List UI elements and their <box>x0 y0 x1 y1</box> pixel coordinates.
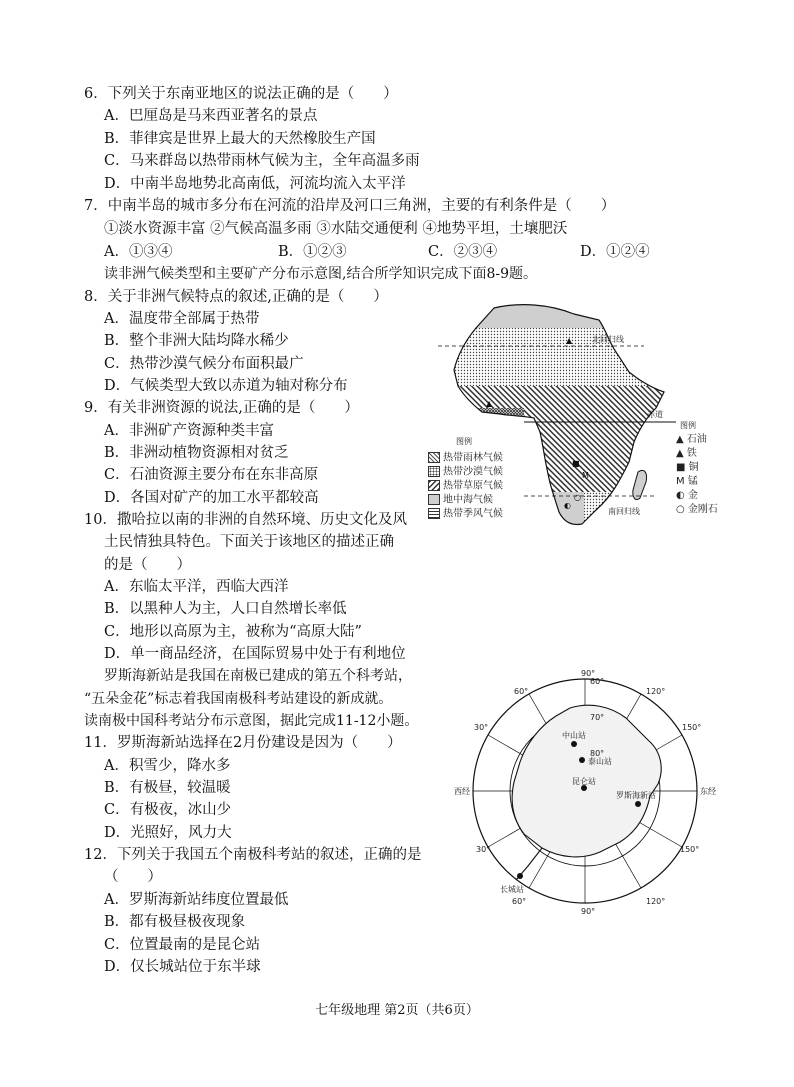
q6-option-d[interactable]: D．中南半岛地势北高南低，河流均流入太平洋 <box>104 176 406 192</box>
q9-option-a[interactable]: A．非洲矿产资源种类丰富 <box>104 423 274 439</box>
station-label: 泰山站 <box>588 757 612 766</box>
lon-label: 30° <box>476 845 491 854</box>
station-label: 中山站 <box>562 731 586 740</box>
q7-option-d[interactable]: D．①②④ <box>580 244 650 260</box>
q11-option-a[interactable]: A．积雪少，降水多 <box>104 758 231 774</box>
climate-legend-title: 图例 <box>456 437 472 446</box>
mineral-symbol: ▲ <box>486 399 493 408</box>
africa-climate-mineral-map <box>424 300 724 532</box>
q10-option-b[interactable]: B．以黑种人为主，人口自然增长率低 <box>104 601 347 617</box>
climate-legend-row: 热带沙漠气候 <box>428 466 503 479</box>
climate-legend-row: 地中海气候 <box>428 494 493 507</box>
mineral-symbol: ◐ <box>564 501 571 510</box>
mineral-symbol: ○ <box>574 493 581 502</box>
mineral-legend-row: M 锰 <box>676 476 698 487</box>
lat-label: 80° <box>590 749 605 758</box>
q8-option-b[interactable]: B．整个非洲大陆均降水稀少 <box>104 333 289 349</box>
station-marker <box>517 873 523 879</box>
q6-option-a[interactable]: A．巴厘岛是马来西亚著名的景点 <box>104 108 318 124</box>
q6-option-c[interactable]: C．马来群岛以热带雨林气候为主，全年高温多雨 <box>104 153 420 169</box>
mineral-symbol: M <box>582 471 589 480</box>
q6-option-b[interactable]: B．菲律宾是世界上最大的天然橡胶生产国 <box>104 131 376 147</box>
q8-option-c[interactable]: C．热带沙漠气候分布面积最广 <box>104 356 304 372</box>
climate-legend-row: 热带季风气候 <box>428 508 503 521</box>
lon-label: 90° <box>581 669 596 678</box>
mineral-legend-row: ○ 金刚石 <box>676 504 718 515</box>
mineral-symbol: ▲ <box>566 336 573 345</box>
antarctic-stations-map <box>450 666 720 916</box>
q6-stem: 6．下列关于东南亚地区的说法正确的是（ ） <box>84 86 398 102</box>
tropic-north-label: 北回归线 <box>592 335 624 344</box>
climate-legend-row: 热带雨林气候 <box>428 452 503 465</box>
q10-stem-line3: 的是（ ） <box>104 557 191 573</box>
q7-option-a[interactable]: A．①③④ <box>104 244 173 260</box>
lon-label: 60° <box>514 687 529 696</box>
mineral-legend-row: ◐ 金 <box>676 490 698 501</box>
station-label: 长城站 <box>500 885 524 894</box>
q7-option-b[interactable]: B．①②③ <box>278 244 347 260</box>
q10-stem-line1: 10．撒哈拉以南的非洲的自然环境、历史文化及风 <box>84 512 407 528</box>
intro-11-12-line3: 读南极中国科考站分布示意图，据此完成11-12小题。 <box>84 713 419 729</box>
intro-11-12-line1: 罗斯海新站是我国在南极已建成的第五个科考站， <box>104 668 412 684</box>
minerals-legend-title: 图例 <box>680 421 696 430</box>
station-label: 罗斯海新站 <box>616 791 656 800</box>
q12-option-c[interactable]: C．位置最南的是昆仑站 <box>104 937 261 953</box>
intro-11-12-line2: “五朵金花”标志着我国南极科考站建设的新成就。 <box>84 691 393 707</box>
lon-label: 90° <box>581 907 596 916</box>
west-label: 西经 <box>454 787 470 796</box>
station-marker <box>635 801 641 807</box>
q8-option-a[interactable]: A．温度带全部属于热带 <box>104 311 260 327</box>
q9-option-d[interactable]: D．各国对矿产的加工水平都较高 <box>104 490 319 506</box>
q7-stem: 7．中南半岛的城市多分布在河流的沿岸及河口三角洲，主要的有利条件是（ ） <box>84 198 616 214</box>
mineral-legend-row: ▲ 铁 <box>676 448 697 459</box>
mineral-symbol: ■ <box>572 459 580 468</box>
q12-stem: 12．下列关于我国五个南极科考站的叙述，正确的是 <box>84 847 422 863</box>
q12-paren: （ ） <box>104 869 162 885</box>
lon-label: 150° <box>680 845 700 854</box>
q12-option-a[interactable]: A．罗斯海新站纬度位置最低 <box>104 892 289 908</box>
q11-option-b[interactable]: B．有极昼，较温暖 <box>104 780 231 796</box>
mineral-legend-row: ■ 铜 <box>676 462 699 473</box>
mediterranean-swatch <box>428 494 440 505</box>
station-marker <box>571 741 577 747</box>
lon-label: 60° <box>512 897 527 906</box>
q7-conditions: ①淡水资源丰富 ②气候高温多雨 ③水陆交通便利 ④地势平坦，土壤肥沃 <box>104 221 568 237</box>
q8-stem: 8．关于非洲气候特点的叙述,正确的是（ ） <box>84 289 388 305</box>
lon-label: 120° <box>646 687 666 696</box>
desert-swatch <box>428 466 440 477</box>
madagascar-outline <box>633 470 647 499</box>
q10-option-d[interactable]: D．单一商品经济，在国际贸易中处于有利地位 <box>104 646 406 662</box>
q11-stem: 11．罗斯海新站选择在2月份建设是因为（ ） <box>84 735 402 751</box>
q10-option-a[interactable]: A．东临太平洋，西临大西洋 <box>104 579 289 595</box>
east-label: 东经 <box>700 787 716 796</box>
tropic-south-label: 南回归线 <box>608 507 640 516</box>
q8-option-d[interactable]: D．气候类型大致以赤道为轴对称分布 <box>104 378 348 394</box>
q10-option-c[interactable]: C．地形以高原为主，被称为“高原大陆” <box>104 624 362 640</box>
lon-label: 30° <box>474 723 489 732</box>
lon-label: 150° <box>682 723 702 732</box>
q10-stem-line2: 土民情独具特色。下面关于该地区的描述正确 <box>104 534 394 550</box>
equator-label: 赤道 <box>647 410 663 419</box>
intro-8-9: 读非洲气候类型和主要矿产分布示意图,结合所学知识完成下面8-9题。 <box>104 266 537 282</box>
lat-label: 70° <box>590 713 605 722</box>
q11-option-d[interactable]: D．光照好，风力大 <box>104 825 232 841</box>
mineral-legend-row: ▲ 石油 <box>676 434 707 445</box>
q12-option-d[interactable]: D．仅长城站位于东半球 <box>104 959 261 975</box>
antarctic-map-graphic <box>450 666 720 916</box>
q7-option-c[interactable]: C．②③④ <box>428 244 498 260</box>
q12-option-b[interactable]: B．都有极昼极夜现象 <box>104 914 246 930</box>
page-footer: 七年级地理 第2页（共6页） <box>315 1003 479 1018</box>
station-label: 昆仑站 <box>572 777 596 786</box>
monsoon-swatch <box>428 508 440 519</box>
station-marker <box>579 757 585 763</box>
q9-option-b[interactable]: B．非洲动植物资源相对贫乏 <box>104 445 289 461</box>
climate-legend-row: 热带草原气候 <box>428 480 503 493</box>
rainforest-swatch <box>428 452 440 463</box>
lon-label: 120° <box>646 897 666 906</box>
q9-option-c[interactable]: C．石油资源主要分布在东非高原 <box>104 467 319 483</box>
lat-label: 60° <box>590 677 605 686</box>
q11-option-c[interactable]: C．有极夜，冰山少 <box>104 802 232 818</box>
savanna-swatch <box>428 480 440 491</box>
q9-stem: 9．有关非洲资源的说法,正确的是（ ） <box>84 400 359 416</box>
